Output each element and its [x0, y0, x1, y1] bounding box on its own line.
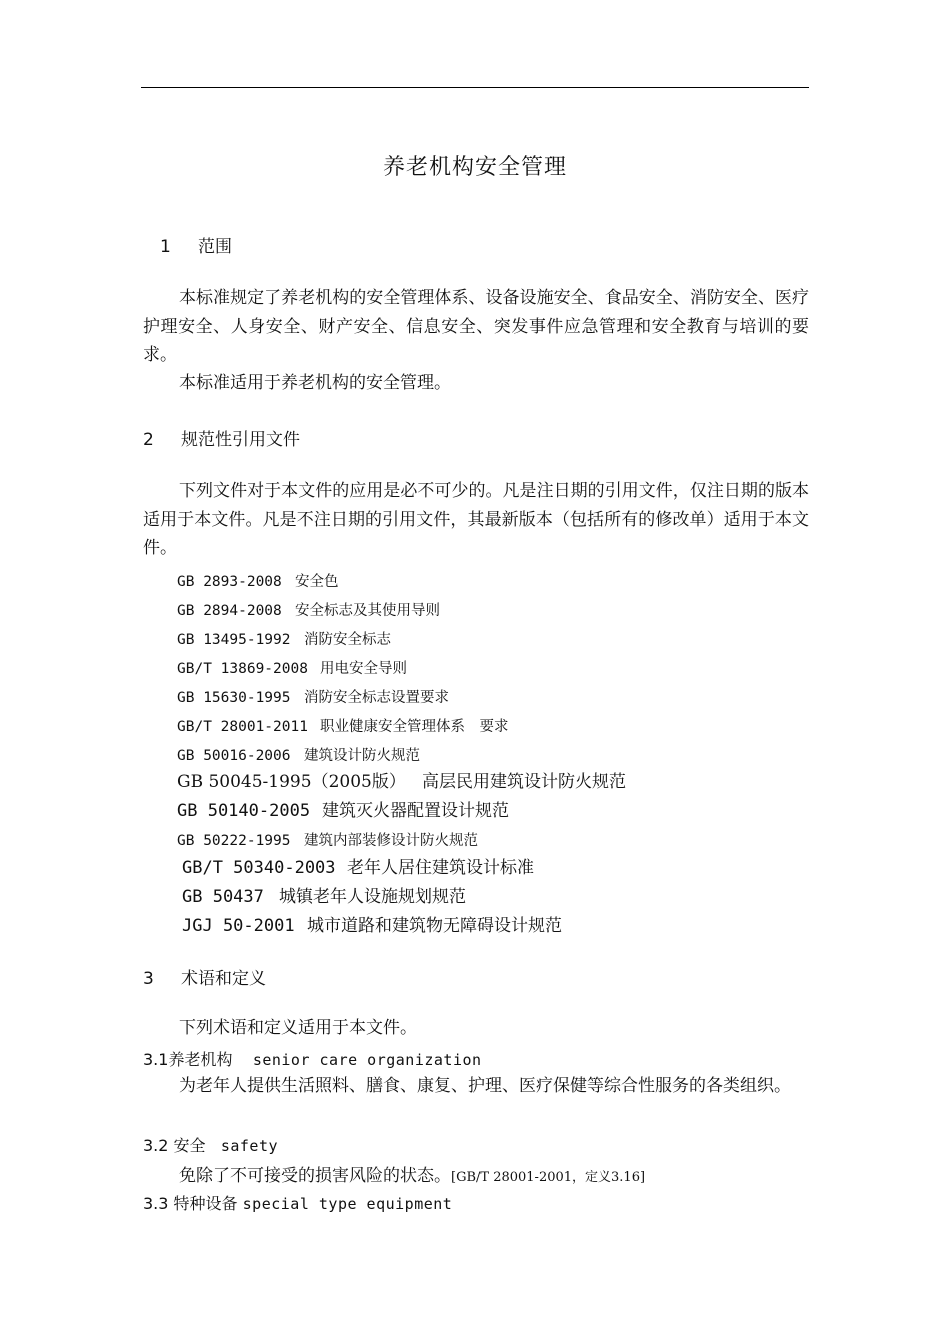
section-3-heading	[143, 964, 266, 989]
term-zh: 安全	[173, 1136, 206, 1155]
reference-name: 用电安全导则	[320, 661, 407, 677]
reference-name: 建筑灭火器配置设计规范	[322, 801, 509, 821]
section-title: 术语和定义	[181, 969, 266, 989]
section-title: 规范性引用文件	[181, 430, 300, 450]
reference-item	[177, 829, 478, 850]
reference-item	[182, 911, 562, 936]
term-heading	[143, 1191, 452, 1214]
term-number: 3.2	[143, 1136, 169, 1155]
term-source-note: [GB/T 28001-2001，定义3.16]	[451, 1170, 646, 1185]
terms-intro: 下列术语和定义适用于本文件。	[179, 1018, 417, 1038]
reference-name: 安全色	[295, 574, 339, 590]
term-heading	[143, 1047, 482, 1070]
term-en: senior care organization	[252, 1051, 482, 1069]
scope-paragraph: 本标准规定了养老机构的安全管理体系、设备设施安全、食品安全、消防安全、医疗护理安全、人身安全、财产安全、信息安全、突发事件应急管理和安全教育与培训的要求。	[143, 288, 809, 365]
reference-code: GB 50016-2006	[177, 748, 291, 764]
reference-code: GB 2893-2008	[177, 574, 282, 590]
reference-name: 高层民用建筑设计防火规范	[422, 772, 626, 792]
reference-item	[177, 657, 407, 678]
reference-code: GB 13495-1992	[177, 632, 291, 648]
section-title: 范围	[198, 237, 232, 257]
reference-code: JGJ 50-2001	[182, 916, 295, 936]
reference-code: GB 15630-1995	[177, 690, 291, 706]
section-number: 2	[143, 430, 154, 450]
reference-code: GB 50437	[182, 887, 264, 907]
reference-item	[177, 715, 509, 736]
reference-item	[177, 686, 449, 707]
reference-item	[182, 882, 466, 907]
section-1-heading	[160, 232, 232, 257]
reference-name: 建筑内部装修设计防火规范	[304, 833, 478, 849]
term-definition-text: 免除了不可接受的损害风险的状态。	[179, 1166, 451, 1186]
references-intro: 下列文件对于本文件的应用是必不可少的。凡是注日期的引用文件，仅注日期的版本适用于本文件。凡是不注日期的引用文件，其最新版本（包括所有的修改单）适用于本文件。	[143, 481, 809, 558]
reference-name: 职业健康安全管理体系 要求	[320, 719, 509, 735]
term-definition	[143, 1162, 809, 1193]
section-number: 1	[160, 237, 171, 257]
reference-name: 建筑设计防火规范	[304, 748, 420, 764]
reference-code: GB 50222-1995	[177, 833, 291, 849]
reference-name: 老年人居住建筑设计标准	[347, 858, 534, 878]
reference-item	[177, 767, 626, 792]
reference-name: 消防安全标志	[304, 632, 391, 648]
term-heading	[143, 1133, 278, 1156]
reference-item	[177, 570, 339, 591]
reference-code: GB 50045-1995（2005版）	[177, 772, 406, 792]
term-number: 3.1	[143, 1050, 169, 1069]
reference-code: GB 2894-2008	[177, 603, 282, 619]
reference-item	[177, 744, 420, 765]
reference-name: 消防安全标志设置要求	[304, 690, 449, 706]
scope-applicability: 本标准适用于养老机构的安全管理。	[179, 373, 451, 393]
reference-name: 城市道路和建筑物无障碍设计规范	[307, 916, 562, 936]
term-number: 3.3	[143, 1194, 169, 1213]
term-en: special type equipment	[242, 1195, 453, 1213]
term-en: safety	[220, 1137, 279, 1155]
document-title: 养老机构安全管理	[382, 155, 567, 180]
reference-item	[177, 628, 391, 649]
reference-code: GB/T 28001-2011	[177, 719, 308, 735]
section-2-heading	[143, 425, 300, 450]
term-definition: 为老年人提供生活照料、膳食、康复、护理、医疗保健等综合性服务的各类组织。	[179, 1076, 791, 1096]
term-zh: 特种设备	[173, 1194, 238, 1213]
reference-code: GB/T 50340-2003	[182, 858, 336, 878]
reference-item	[177, 599, 440, 620]
term-zh: 养老机构	[168, 1050, 233, 1069]
reference-name: 城镇老年人设施规划规范	[279, 887, 466, 907]
reference-item	[182, 853, 534, 878]
reference-item	[177, 796, 509, 821]
section-number: 3	[143, 969, 154, 989]
header-rule	[141, 87, 809, 88]
reference-code: GB/T 13869-2008	[177, 661, 308, 677]
reference-code: GB 50140-2005	[177, 801, 311, 821]
reference-name: 安全标志及其使用导则	[295, 603, 440, 619]
